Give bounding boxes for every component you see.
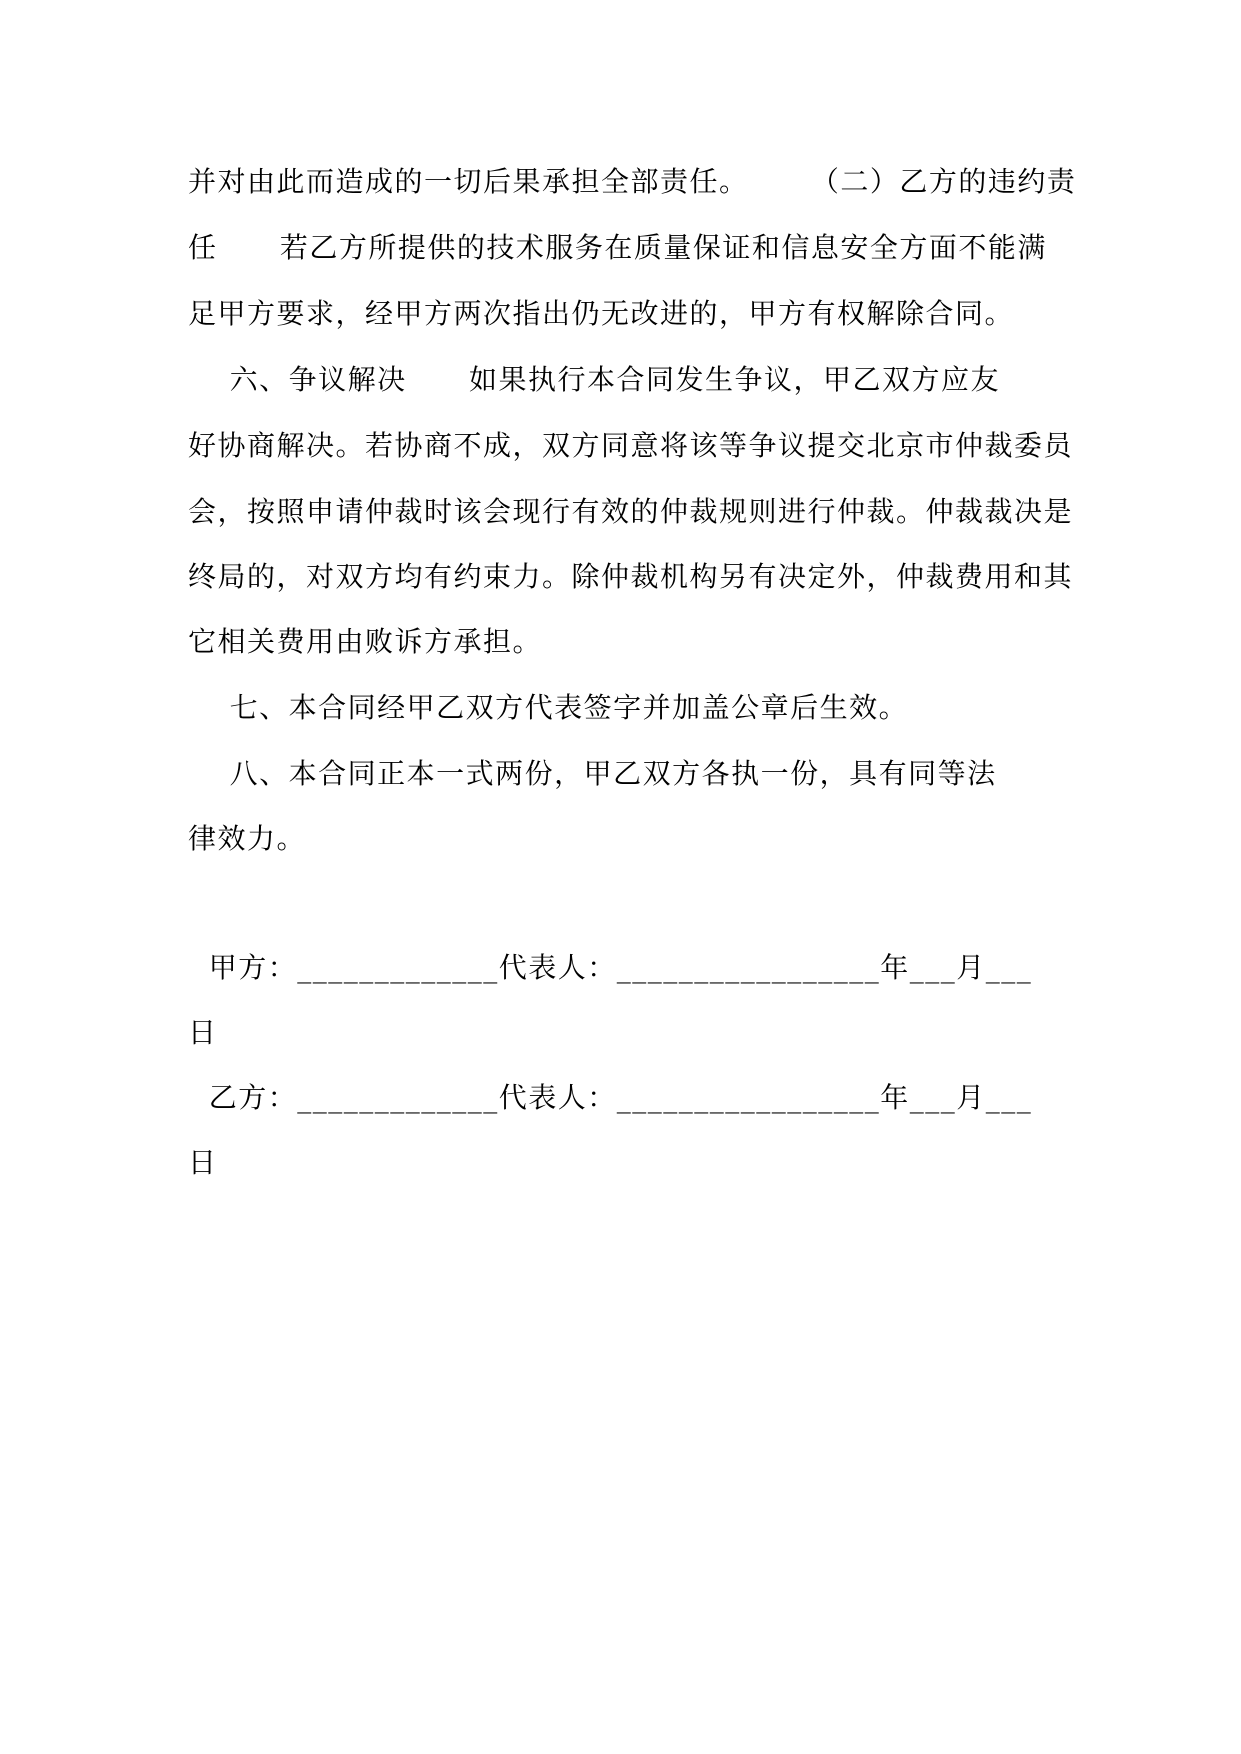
party-a-signature-line: 甲方：_____________代表人：_________________年___月___ xyxy=(188,951,1033,984)
party-b-signature-date-continuation: 日 xyxy=(188,1146,218,1179)
paragraph-line: 会，按照申请仲裁时该会现行有效的仲裁规则进行仲裁。仲裁裁决是 xyxy=(188,495,1074,528)
party-b-signature-line: 乙方：_____________代表人：_________________年___月___ xyxy=(188,1081,1033,1114)
party-a-signature-date-continuation: 日 xyxy=(188,1016,218,1049)
section-eight-line: 八、本合同正本一式两份，甲乙双方各执一份，具有同等法 xyxy=(188,757,997,790)
paragraph-line: 足甲方要求，经甲方两次指出仍无改进的，甲方有权解除合同。 xyxy=(188,297,1015,330)
paragraph-line: 任 若乙方所提供的技术服务在质量保证和信息安全方面不能满 xyxy=(188,231,1047,264)
paragraph-line: 它相关费用由败诉方承担。 xyxy=(188,625,543,658)
section-six-heading-line: 六、争议解决 如果执行本合同发生争议，甲乙双方应友 xyxy=(188,363,1001,396)
paragraph-line: 并对由此而造成的一切后果承担全部责任。 （二）乙方的违约责 xyxy=(188,165,1077,198)
paragraph-line: 好协商解决。若协商不成，双方同意将该等争议提交北京市仲裁委员 xyxy=(188,429,1074,462)
section-seven-line: 七、本合同经甲乙双方代表签字并加盖公章后生效。 xyxy=(188,691,909,724)
paragraph-line: 终局的，对双方均有约束力。除仲裁机构另有决定外，仲裁费用和其 xyxy=(188,560,1074,593)
paragraph-line: 律效力。 xyxy=(188,822,307,855)
